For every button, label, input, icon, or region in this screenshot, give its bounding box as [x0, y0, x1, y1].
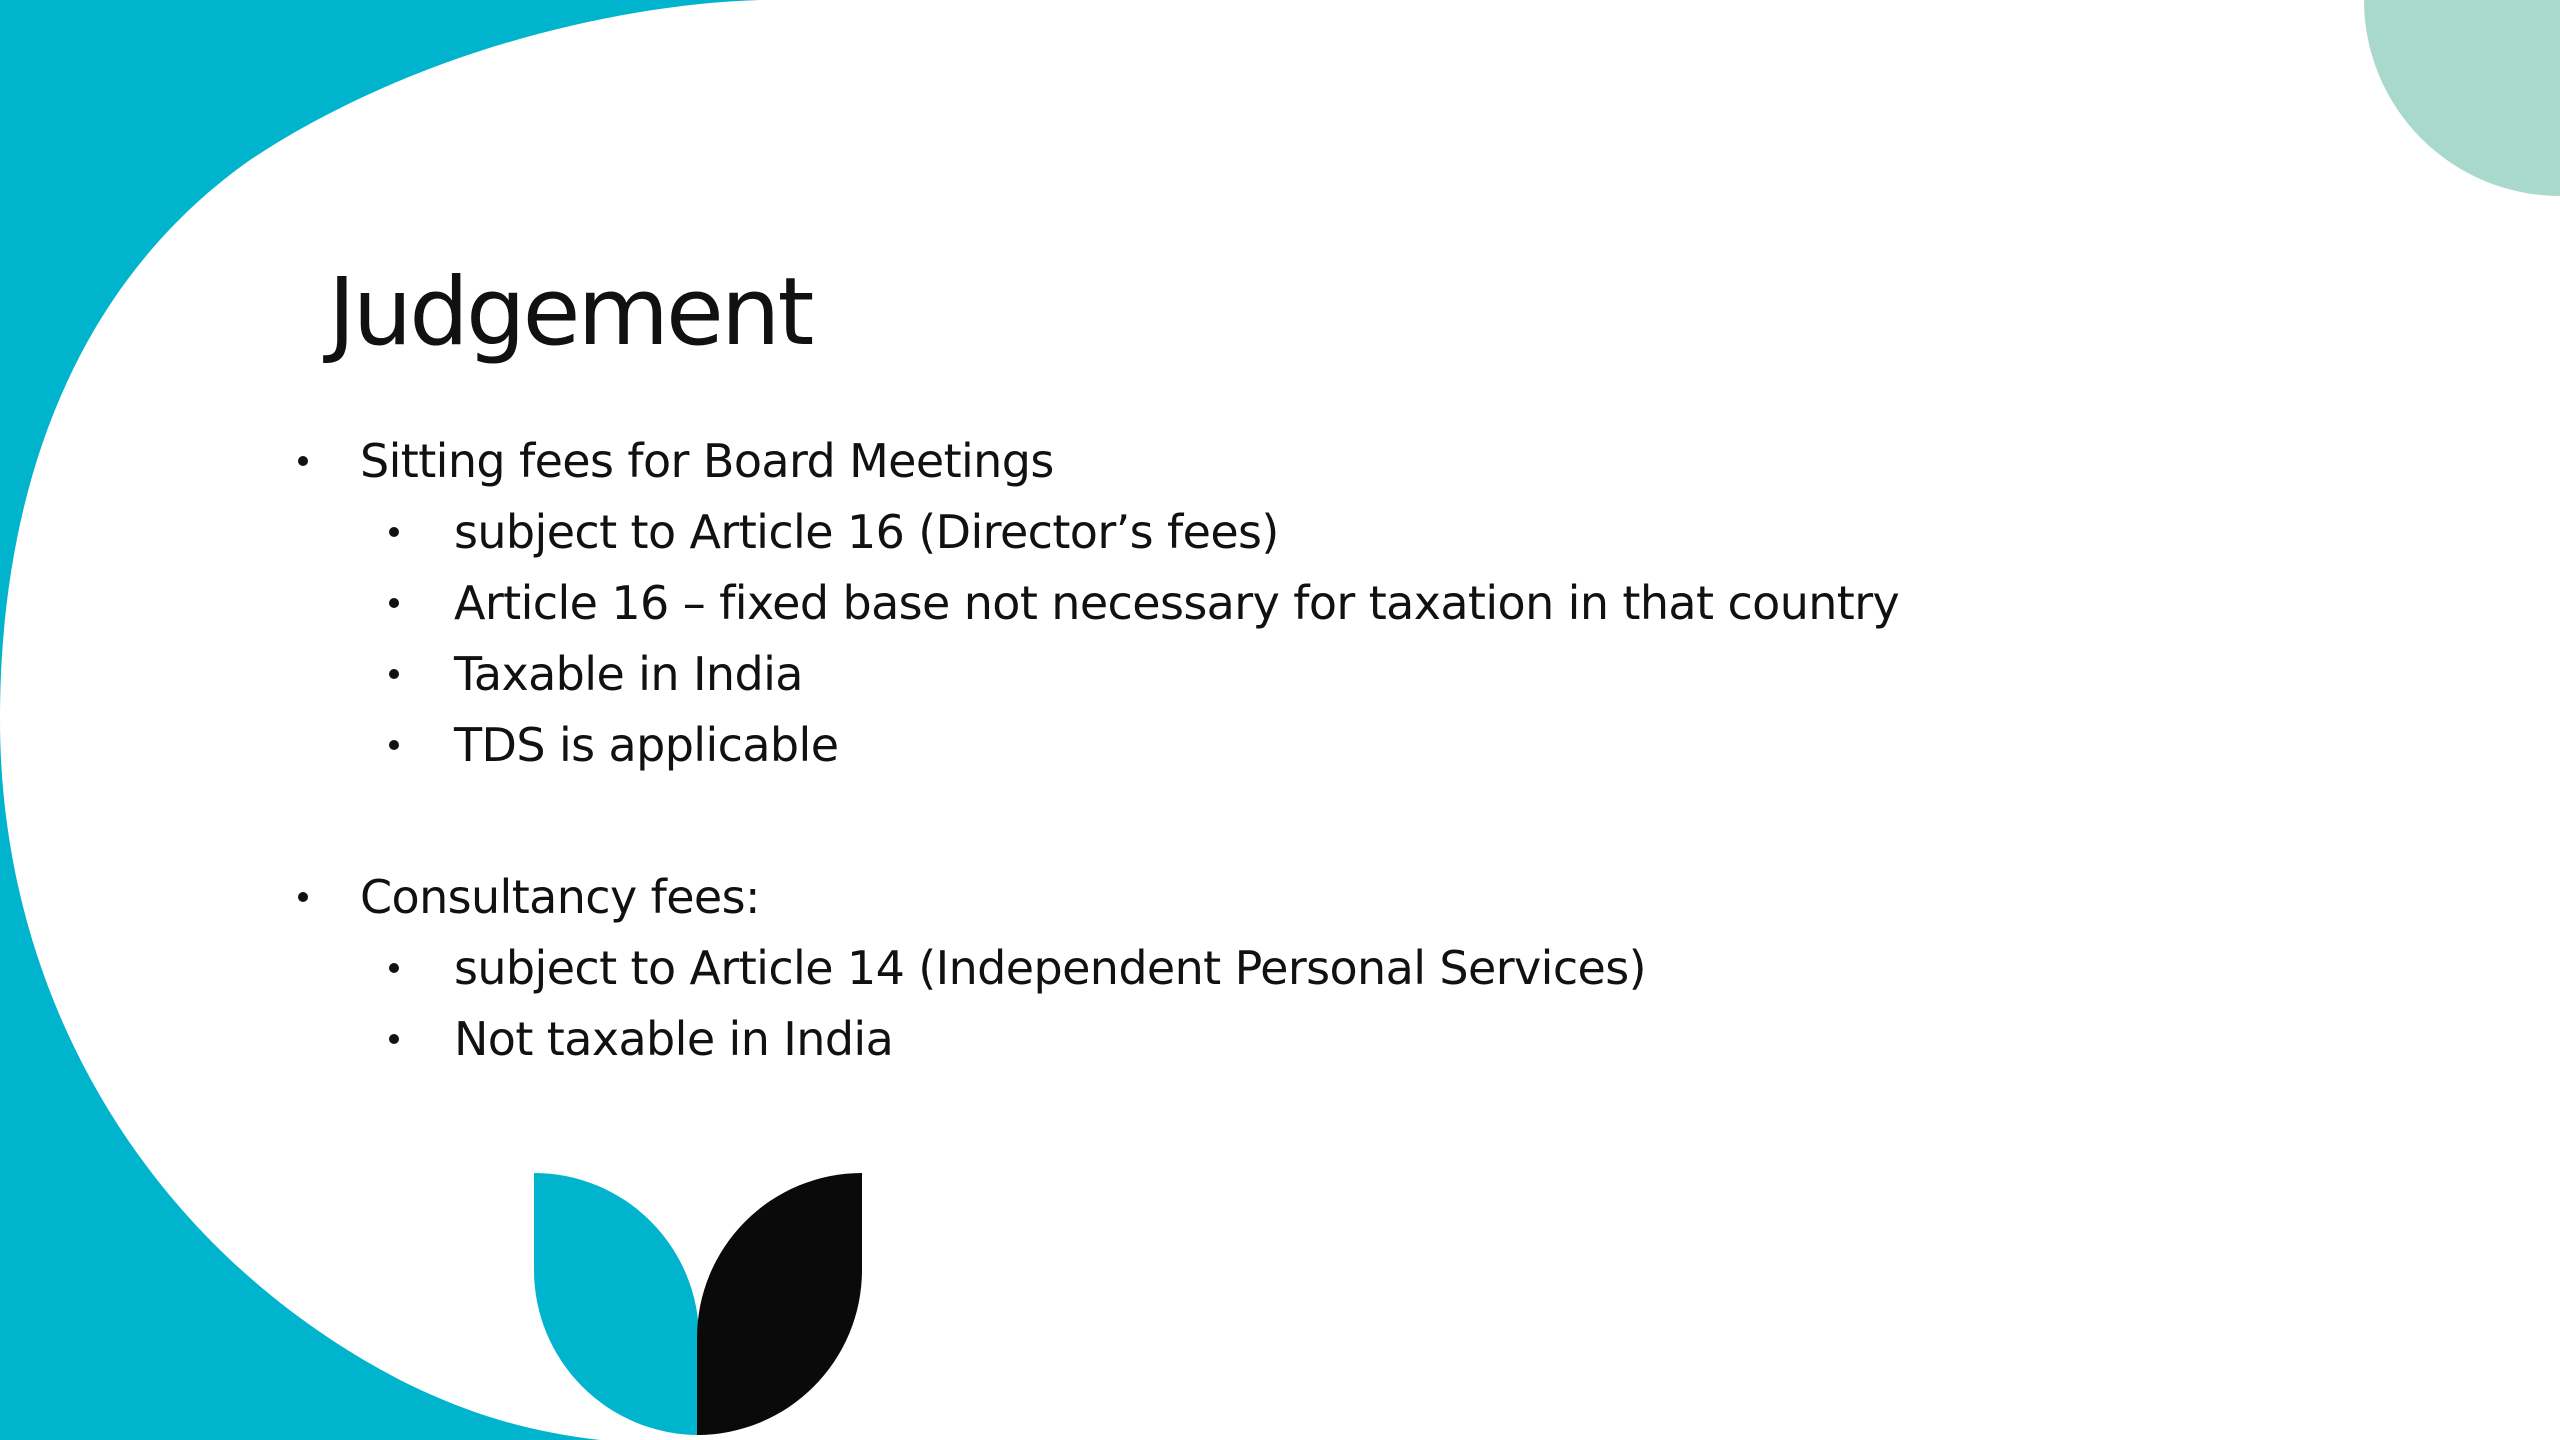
list-item-text: subject to Article 16 (Director’s fees)	[454, 504, 1279, 559]
leaf-pair-icon	[534, 1173, 862, 1435]
sub-list-item	[290, 567, 2190, 638]
bullet-dot-icon	[389, 1034, 399, 1044]
sub-list-item	[290, 1003, 2190, 1074]
list-item-text: Sitting fees for Board Meetings	[360, 433, 1054, 488]
list-item	[290, 425, 2190, 496]
list-item	[290, 861, 2190, 932]
slide-title: Judgement	[328, 258, 812, 367]
sub-list-item	[290, 638, 2190, 709]
bullet-dot-icon	[389, 963, 399, 973]
bullet-dot-icon	[389, 598, 399, 608]
list-item-text: Taxable in India	[454, 646, 803, 701]
list-item-text: Article 16 – fixed base not necessary for taxation in that country	[454, 575, 1900, 630]
bullet-dot-icon	[298, 892, 308, 902]
mint-corner-circle	[2364, 0, 2560, 196]
list-item-text: Not taxable in India	[454, 1011, 894, 1066]
bullet-dot-icon	[389, 740, 399, 750]
sub-list-item	[290, 709, 2190, 780]
section-consultancy-fees	[290, 861, 2190, 1074]
bullet-list	[290, 425, 2190, 1155]
bullet-dot-icon	[389, 669, 399, 679]
cyan-leaf-icon	[534, 1173, 699, 1435]
bullet-dot-icon	[298, 456, 308, 466]
list-item-text: subject to Article 14 (Independent Personal Services)	[454, 940, 1646, 995]
sub-list-item	[290, 932, 2190, 1003]
list-item-text: TDS is applicable	[454, 717, 839, 772]
section-sitting-fees	[290, 425, 2190, 780]
bullet-dot-icon	[389, 527, 399, 537]
list-item-text: Consultancy fees:	[360, 869, 760, 924]
sub-list-item	[290, 496, 2190, 567]
dark-leaf-icon	[697, 1173, 862, 1435]
